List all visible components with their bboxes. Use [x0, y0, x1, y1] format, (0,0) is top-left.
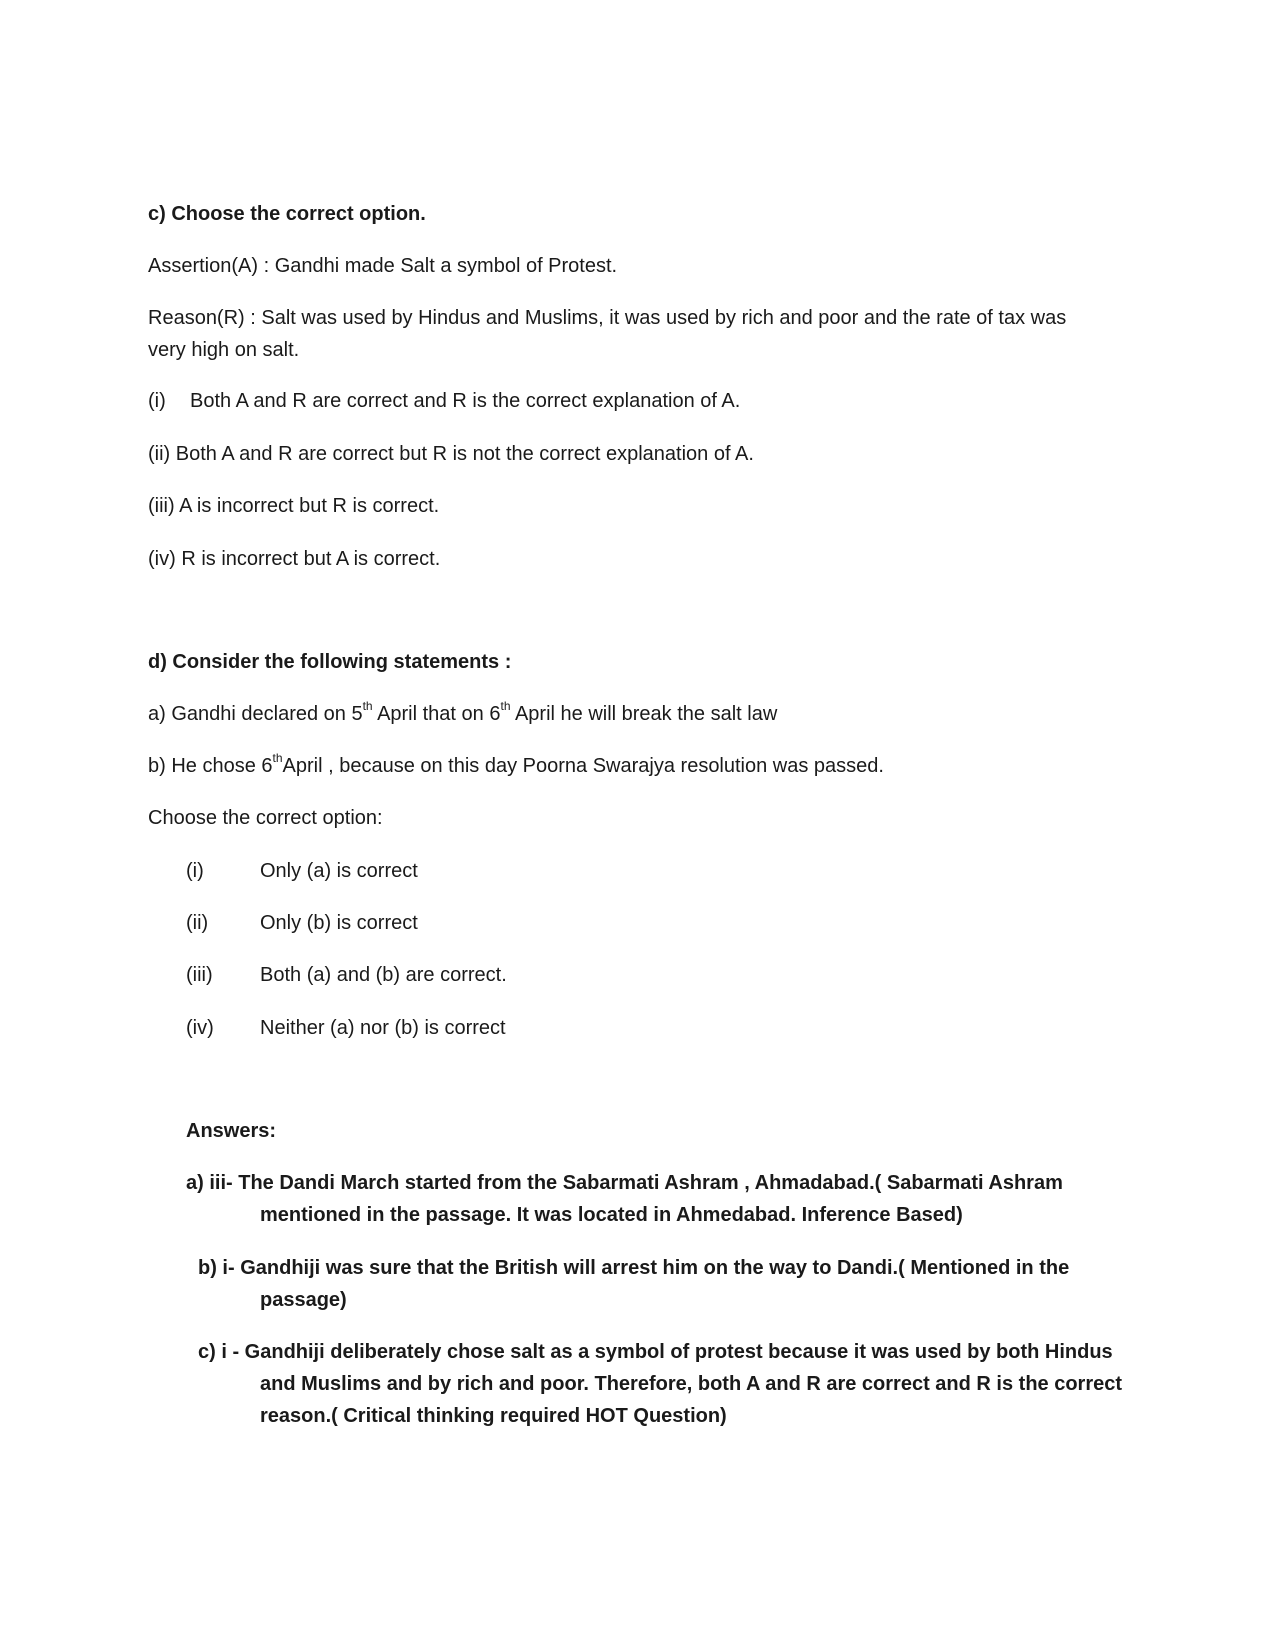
option-d-ii-num: (ii): [186, 912, 209, 934]
option-d-iv-text: Neither (a) nor (b) is correct: [260, 1017, 506, 1039]
answer-c-line1: c) i - Gandhiji deliberately chose salt as a symbol of protest because it was used by both Hindus: [198, 1341, 1113, 1363]
option-d-iii: [0, 959, 1275, 991]
option-d-iii-text: Both (a) and (b) are correct.: [260, 964, 507, 986]
reason-text-line2: very high on salt.: [148, 339, 300, 361]
option-c-i: [148, 385, 1048, 417]
option-d-i-num: (i): [186, 860, 204, 882]
option-d-ii-text: Only (b) is correct: [260, 912, 418, 934]
option-d-ii: [0, 907, 1275, 939]
answer-a-line2: mentioned in the passage. It was located in Ahmedabad. Inference Based): [260, 1204, 963, 1226]
statement-a-sup1: th: [362, 699, 373, 714]
option-c-i-text: Both A and R are correct and R is the correct explanation of A.: [190, 390, 741, 412]
section-d-heading: d) Consider the following statements :: [148, 651, 512, 673]
statement-b-part1: b) He chose 6: [148, 755, 273, 777]
option-c-ii: (ii) Both A and R are correct but R is not the correct explanation of A.: [148, 443, 754, 465]
answers-heading: Answers:: [186, 1120, 277, 1142]
answer-c-line2: and Muslims and by rich and poor. Therefore, both A and R are correct and R is the correct: [260, 1373, 1123, 1395]
statement-b-sup: th: [272, 751, 283, 766]
option-c-iv: (iv) R is incorrect but A is correct.: [148, 548, 441, 570]
statement-a-part2: April that on 6: [372, 703, 501, 725]
option-c-i-num: (i): [148, 390, 166, 412]
statement-a-sup2: th: [500, 699, 511, 714]
assertion-text: Assertion(A) : Gandhi made Salt a symbol of Protest.: [148, 255, 618, 277]
answer-b-line2: passage): [260, 1289, 347, 1311]
answer-a-line1: a) iii- The Dandi March started from the Sabarmati Ashram , Ahmadabad.( Sabarmati Ashram: [186, 1172, 1063, 1194]
reason-text-line1: Reason(R) : Salt was used by Hindus and Muslims, it was used by rich and poor and the rate of tax was: [148, 307, 1067, 329]
statement-b-part2: April , because on this day Poorna Swarajya resolution was passed.: [282, 755, 884, 777]
option-d-i-text: Only (a) is correct: [260, 860, 418, 882]
choose-prompt: Choose the correct option:: [148, 807, 383, 829]
option-d-iv: [0, 1012, 1275, 1044]
statement-a-part3: April he will break the salt law: [510, 703, 778, 725]
option-d-i: [0, 855, 1275, 887]
option-d-iii-num: (iii): [186, 964, 213, 986]
statement-a-part1: a) Gandhi declared on 5: [148, 703, 363, 725]
statement-a: [148, 698, 777, 730]
option-d-iv-num: (iv): [186, 1017, 214, 1039]
answer-c-line3: reason.( Critical thinking required HOT Question): [260, 1405, 727, 1427]
option-c-iii: (iii) A is incorrect but R is correct.: [148, 495, 440, 517]
statement-b: [148, 750, 884, 782]
section-c-heading: c) Choose the correct option.: [148, 203, 426, 225]
answer-b-line1: b) i- Gandhiji was sure that the British will arrest him on the way to Dandi.( Mentioned in the: [198, 1257, 1070, 1279]
